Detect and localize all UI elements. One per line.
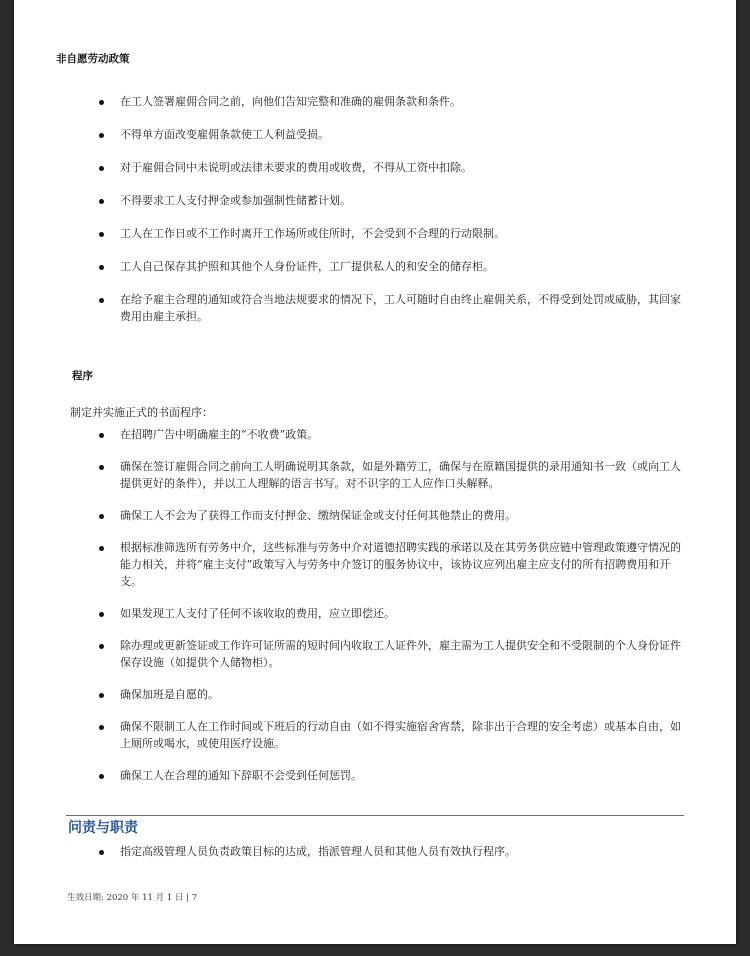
bullet-icon xyxy=(99,612,104,617)
list-item-text: 在招聘广告中明确雇主的“不收费”政策。 xyxy=(120,428,319,441)
accountability-list xyxy=(99,843,689,860)
list-item-text: 确保在签订雇佣合同之前向工人明确说明其条款，如是外籍劳工，确保与在原籍国提供的录用通知书一致（或向工人提供更好的条件），并以工人理解的语言书写。对不识字的工人应作口头解释。 xyxy=(120,460,681,490)
list-item-text: 确保不限制工人在工作时间或下班后的行动自由（如不得实施宿舍宵禁，除非出于合理的安全考虑）或基本自由，如上厕所或喝水，或使用医疗设施。 xyxy=(120,720,681,750)
list-item-text: 确保工人在合理的通知下辞职不会受到任何惩罚。 xyxy=(120,769,362,782)
list-item-text: 工人自己保存其护照和其他个人身份证件，工厂提供私人的和安全的储存柜。 xyxy=(120,260,494,273)
list-item-text: 不得单方面改变雇佣条款使工人利益受损。 xyxy=(120,128,329,141)
bullet-icon xyxy=(99,644,104,649)
list-item xyxy=(99,192,689,209)
bullet-icon xyxy=(99,232,104,237)
bullet-icon xyxy=(99,100,104,105)
list-item-text: 确保工人不会为了获得工作而支付押金、缴纳保证金或支付任何其他禁止的费用。 xyxy=(120,509,516,522)
list-item xyxy=(99,126,689,143)
bullet-icon xyxy=(99,465,104,470)
list-item xyxy=(99,637,689,671)
bullet-icon xyxy=(99,725,104,730)
bullet-icon xyxy=(99,298,104,303)
list-item xyxy=(99,258,689,275)
list-item-text: 对于雇佣合同中未说明或法律未要求的费用或收费，不得从工资中扣除。 xyxy=(120,161,472,174)
list-item xyxy=(99,539,689,590)
list-item xyxy=(99,291,689,325)
procedures-intro: 制定并实施正式的书面程序： xyxy=(70,406,213,419)
document-title: 非自愿劳动政策 xyxy=(56,53,130,65)
list-item-text: 不得要求工人支付押金或参加强制性储蓄计划。 xyxy=(120,194,351,207)
policy-list xyxy=(99,93,689,341)
list-item xyxy=(99,686,689,703)
procedures-list xyxy=(99,426,689,799)
list-item xyxy=(99,93,689,110)
bullet-icon xyxy=(99,850,104,855)
list-item-text: 确保加班是自愿的。 xyxy=(120,688,219,701)
list-item xyxy=(99,767,689,784)
bullet-icon xyxy=(99,166,104,171)
bullet-icon xyxy=(99,199,104,204)
list-item-text: 在给予雇主合理的通知或符合当地法规要求的情况下，工人可随时自由终止雇佣关系，不得受到处罚或威胁，其回家费用由雇主承担。 xyxy=(120,293,681,323)
document-page xyxy=(14,0,736,944)
list-item xyxy=(99,605,689,622)
list-item xyxy=(99,426,689,443)
bullet-icon xyxy=(99,774,104,779)
list-item xyxy=(99,843,689,860)
list-item-text: 如果发现工人支付了任何不该收取的费用，应立即偿还。 xyxy=(120,607,395,620)
list-item-text: 根据标准筛选所有劳务中介，这些标准与劳务中介对道德招聘实践的承诺以及在其劳务供应链中管理政策遵守情况的能力相关，并将“雇主支付”政策写入与劳务中介签订的服务协议中，该协议应列出雇主应支付的所有招聘费用和开支。 xyxy=(120,541,681,588)
list-item xyxy=(99,159,689,176)
accountability-heading: 问责与职责 xyxy=(68,820,138,836)
bullet-icon xyxy=(99,133,104,138)
bullet-icon xyxy=(99,546,104,551)
list-item xyxy=(99,507,689,524)
list-item xyxy=(99,458,689,492)
section-divider xyxy=(66,815,684,816)
bullet-icon xyxy=(99,433,104,438)
list-item-text: 除办理或更新签证或工作许可证所需的短时间内收取工人证件外，雇主需为工人提供安全和不受限制的个人身份证件保存设施（如提供个人储物柜）。 xyxy=(120,639,681,669)
bullet-icon xyxy=(99,514,104,519)
list-item xyxy=(99,225,689,242)
list-item-text: 工人在工作日或不工作时离开工作场所或住所时，不会受到不合理的行动限制。 xyxy=(120,227,505,240)
bullet-icon xyxy=(99,693,104,698)
list-item-text: 指定高级管理人员负责政策目标的达成，指派管理人员和其他人员有效执行程序。 xyxy=(120,845,516,858)
list-item-text: 在工人签署雇佣合同之前，向他们告知完整和准确的雇佣条款和条件。 xyxy=(120,95,461,108)
list-item xyxy=(99,718,689,752)
procedures-heading: 程序 xyxy=(72,370,93,382)
page-footer: 生效日期: 2020 年 11 月 1 日 | 7 xyxy=(67,893,198,903)
bullet-icon xyxy=(99,265,104,270)
